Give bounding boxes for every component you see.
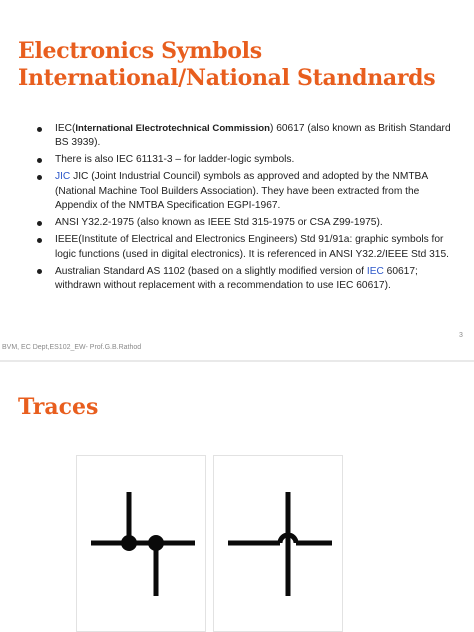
title-line-1: Electronics Symbols — [18, 38, 262, 64]
bullet-icon — [37, 158, 42, 163]
list-item-ieee: IEEE(Institute of Electrical and Electronics Engineers) Std 91/91a: graphic symbols for logic functions (used in digital electronics). It is referenced in ANSI Y32.2/IEEE Std 315. — [30, 233, 455, 262]
standards-list — [30, 122, 455, 296]
title-line-2: International/National Standnards — [18, 65, 436, 91]
list-item-iec-61131: There is also IEC 61131-3 – for ladder-logic symbols. — [30, 153, 455, 167]
list-item-iec: IEC(International Electrotechnical Commission) 60617 (also known as British Standard BS 3939). — [30, 122, 455, 151]
crossing-traces-panel — [213, 455, 343, 632]
bullet-icon — [37, 238, 42, 243]
slide-title — [18, 38, 435, 92]
junction-dot-left — [121, 535, 137, 551]
bullet-icon — [37, 175, 42, 180]
connected-traces-panel — [76, 455, 206, 632]
iec-link[interactable]: IEC — [366, 265, 384, 277]
list-item-jic: JIC JIC (Joint Industrial Council) symbols as approved and adopted by the NMTBA (National Machine Tool Builders Association). They have been extracted from the Appendix of the NMTBA Specification EGPI-1967. — [30, 170, 455, 213]
bullet-icon — [37, 127, 42, 132]
page-number: 3 — [459, 332, 463, 339]
bullet-icon — [37, 269, 42, 274]
slide-footer: BVM, EC Dept,ES102_EW- Prof.G.B.Rathod — [2, 344, 142, 351]
jic-link[interactable]: JIC — [55, 171, 71, 183]
list-item-as1102: Australian Standard AS 1102 (based on a slightly modified version of IEC 60617; withdrawn without replacement with a recommendation to use IEC 60617). — [30, 265, 455, 294]
crossover-diagram — [214, 456, 344, 632]
slide-traces — [0, 362, 474, 632]
bullet-icon — [37, 221, 42, 226]
connected-junction-diagram — [77, 456, 207, 632]
list-item-ansi: ANSI Y32.2-1975 (also known as IEEE Std 315-1975 or CSA Z99-1975). — [30, 216, 455, 230]
junction-dot-right — [148, 535, 164, 551]
traces-title: Traces — [18, 394, 99, 420]
